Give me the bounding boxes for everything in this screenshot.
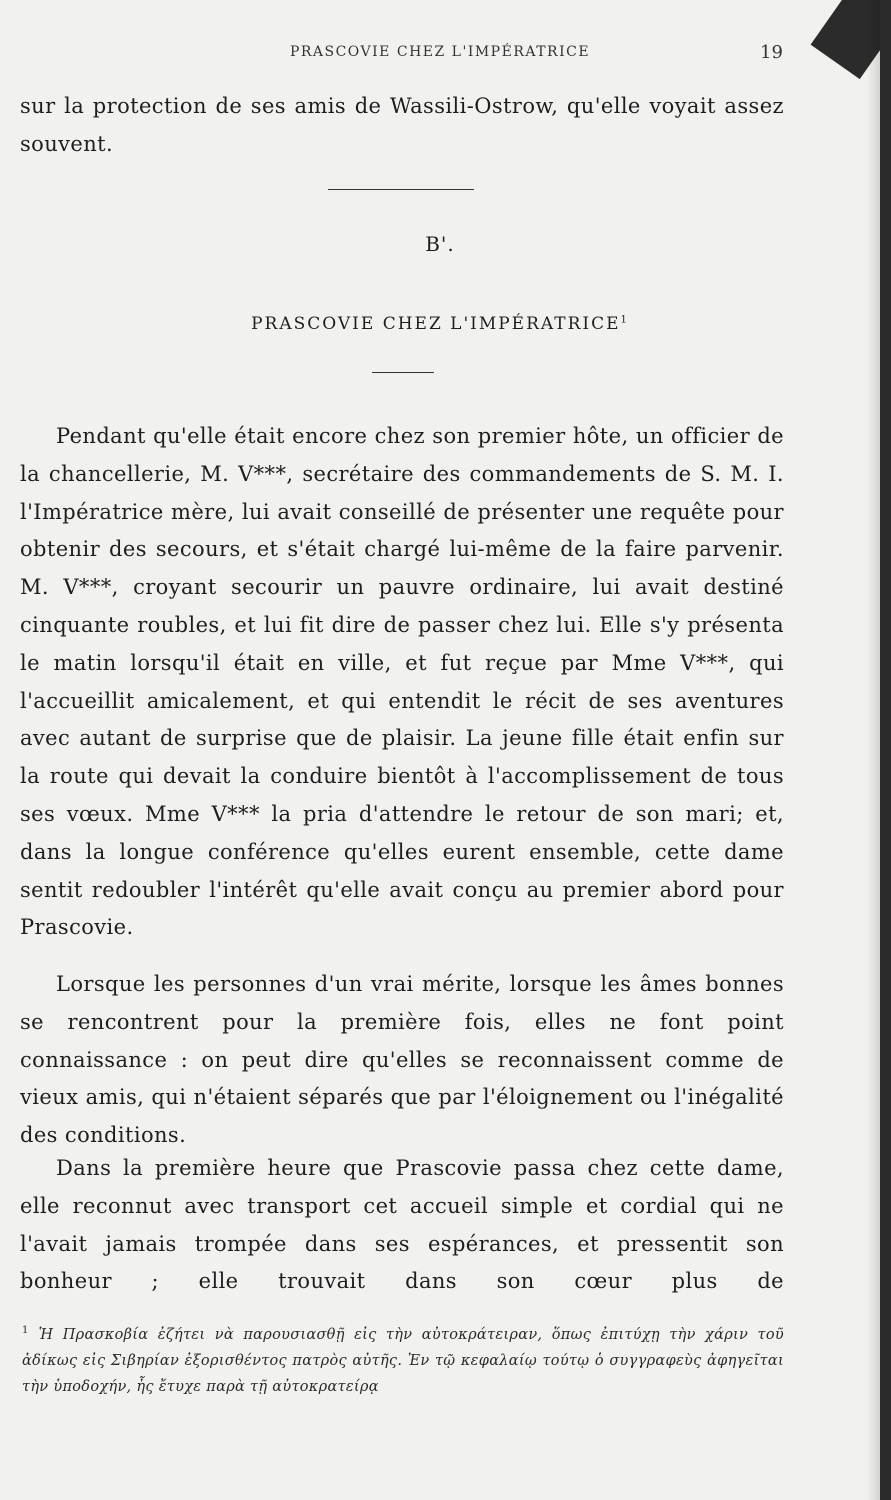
footnote-text: Ἡ Πρασκοβία ἐζήτει νὰ παρουσιασθῇ εἰς τὴν αὐτοκράτειραν, ὅπως ἐπιτύχῃ τὴν χάριν τοῦ ἀδίκως εἰς Σιβηρίαν ἐξορισθέντος πατρὸς αὐτῆς. Ἐν τῷ κεφαλαίῳ τούτῳ ὁ συγγραφεὺς ἀφηγεῖται τὴν ὑποδοχήν, ἧς ἔτυχε παρὰ τῇ αὐτοκρατείρᾳ (22, 1326, 784, 1395)
footnote-number: 1 (22, 1325, 29, 1336)
section-mark: B'. (425, 232, 455, 256)
footnote-reference: 1 (620, 314, 629, 326)
page-number: 19 (760, 42, 783, 63)
paragraph-1: Pendant qu'elle était encore chez son premier hôte, un officier de la chancellerie, M. V***, secrétaire des commandements de S. M. I. l'Impératrice mère, lui avait conseillé de présenter une requête pour obtenir des secours, et s'était chargé lui-même de la faire parvenir. M. V***, croyant secourir un pauvre ordinaire, lui avait destiné cinquante roubles, et lui fit dire de passer chez lui. Elle s'y présenta le matin lorsqu'il était en ville, et fut reçue par Mme V***, qui l'accueillit amicalement, et qui entendit le récit de ses aventures avec autant de surprise que de plaisir. La jeune fille était enfin sur la route qui devait la conduire bientôt à l'accomplissement de tous ses vœux. Mme V*** la pria d'attendre le retour de son mari; et, dans la longue conférence qu'elles eurent ensemble, cette dame sentit redoubler l'intérêt qu'elle avait conçu au premier abord pour Prascovie. (20, 424, 784, 940)
page-edge-shadow (866, 0, 880, 1500)
paragraph-2: Lorsque les personnes d'un vrai mérite, lorsque les âmes bonnes se rencontrent pour la première fois, elles ne font point connaissance : on peut dire qu'elles se reconnaissent comme de vieux amis, qui n'étaient séparés que par l'éloignement ou l'inégalité des conditions. (20, 972, 784, 1148)
chapter-title-text: PRASCOVIE CHEZ L'IMPÉRATRICE (251, 314, 621, 334)
paragraph-3: Dans la première heure que Prascovie passa chez cette dame, elle reconnut avec transport cet accueil simple et cordial qui ne l'avait jamais trompée dans ses espérances, et pressentit son bonheur ; elle trouvait dans son cœur plus de (20, 1156, 784, 1294)
running-title: PRASCOVIE CHEZ L'IMPÉRATRICE (289, 44, 591, 60)
chapter-title (0, 314, 880, 334)
footnote (22, 1318, 784, 1400)
intro-paragraph: sur la protection de ses amis de Wassili-Ostrow, qu'elle voyait assez souvent. (20, 94, 784, 156)
section-divider-rule (328, 189, 474, 190)
title-underline-rule (372, 372, 434, 373)
